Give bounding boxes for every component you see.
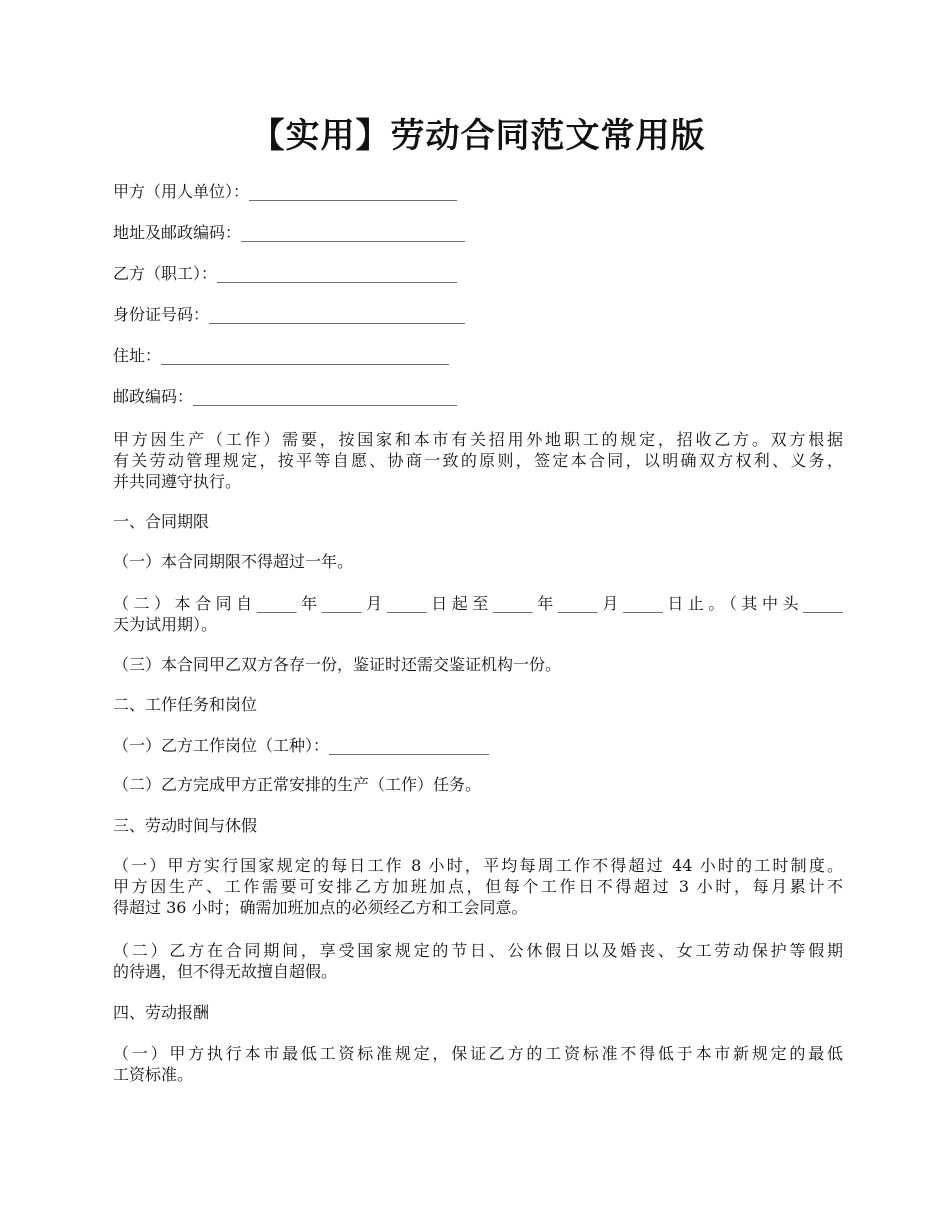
clause-term-2	[113, 593, 843, 635]
clause-term-3: （三）本合同甲乙双方各存一份，鉴证时还需交鉴证机构一份。	[113, 655, 562, 674]
field-postcode: 邮政编码：_________________________________	[113, 387, 458, 406]
section-heading-term: 一、合同期限	[113, 512, 210, 531]
document-title: 【实用】劳动合同范文常用版	[250, 116, 706, 156]
paragraph-line: （二）乙方在合同期间，享受国家规定的节日、公休假日以及婚丧、女工劳动保护等假期	[113, 941, 843, 960]
paragraph-line: （二）本合同自_____年_____月_____日起至_____年_____月_____日止。（其中头_____	[113, 594, 843, 613]
paragraph-line: 有关劳动管理规定，按平等自愿、协商一致的原则，签定本合同，以明确双方权利、义务，	[113, 451, 843, 470]
clause-job-1: （一）乙方工作岗位（工种）：____________________	[113, 736, 490, 755]
section-heading-pay: 四、劳动报酬	[113, 1003, 210, 1022]
paragraph-line: 天为试用期）。	[113, 615, 218, 634]
paragraph-line: 并共同遵守执行。	[113, 472, 242, 491]
field-party-a: 甲方（用人单位）：__________________________	[113, 182, 458, 201]
paragraph-line: （一）甲方实行国家规定的每日工作 8 小时，平均每周工作不得超过 44 小时的工时制度。	[113, 856, 843, 875]
clause-pay-1	[113, 1043, 843, 1085]
field-address-postcode: 地址及邮政编码：____________________________	[113, 223, 466, 242]
paragraph-line: 工资标准。	[113, 1065, 194, 1084]
paragraph-line: 甲方因生产、工作需要可安排乙方加班加点，但每个工作日不得超过 3 小时，每月累计不	[113, 877, 843, 896]
paragraph-line: （一）甲方执行本市最低工资标准规定，保证乙方的工资标准不得低于本市新规定的最低	[113, 1044, 843, 1063]
clause-term-1: （一）本合同期限不得超过一年。	[113, 552, 354, 571]
field-party-b: 乙方（职工）：______________________________	[113, 264, 458, 283]
clause-hours-1	[113, 855, 843, 918]
clause-hours-2	[113, 940, 843, 982]
section-heading-hours: 三、劳动时间与休假	[113, 816, 258, 835]
paragraph-line: 得超过 36 小时；确需加班加点的必须经乙方和工会同意。	[113, 898, 528, 917]
field-id-number: 身份证号码：________________________________	[113, 305, 466, 324]
paragraph-line: 甲方因生产（工作）需要，按国家和本市有关招用外地职工的规定，招收乙方。双方根据	[113, 430, 843, 449]
clause-job-2: （二）乙方完成甲方正常安排的生产（工作）任务。	[113, 775, 482, 794]
preamble-paragraph	[113, 429, 843, 492]
field-residence: 住址：____________________________________	[113, 346, 450, 365]
section-heading-job: 二、工作任务和岗位	[113, 695, 258, 714]
paragraph-line: 的待遇，但不得无故擅自超假。	[113, 962, 338, 981]
